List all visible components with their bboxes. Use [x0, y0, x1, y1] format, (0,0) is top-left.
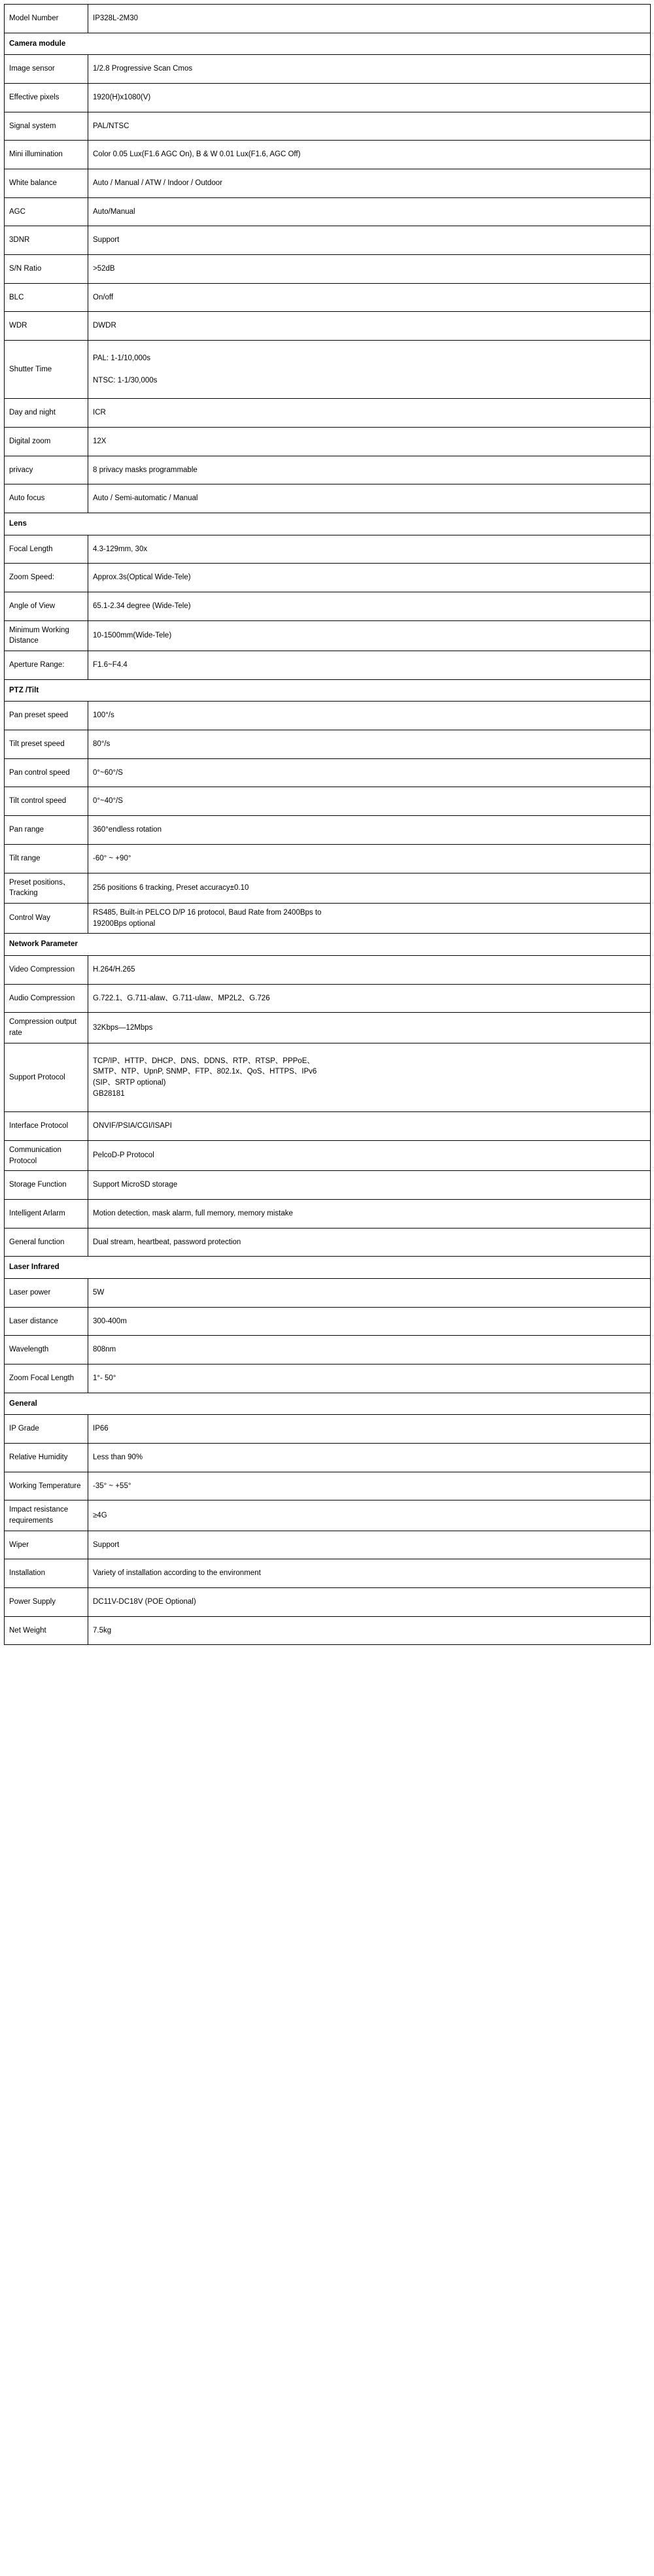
spec-value: 8 privacy masks programmable [88, 456, 651, 484]
spec-label-line: Distance [9, 637, 39, 645]
spec-label: Interface Protocol [5, 1112, 88, 1141]
spec-label: Tilt control speed [5, 787, 88, 816]
spec-label: Tilt range [5, 844, 88, 873]
spec-value: -60° ~ +90° [88, 844, 651, 873]
spec-value: ICR [88, 399, 651, 428]
spec-value: Support [88, 226, 651, 255]
spec-label: Day and night [5, 399, 88, 428]
spec-value-line: (SIP、SRTP optional) [93, 1078, 166, 1087]
spec-label: Pan preset speed [5, 702, 88, 730]
spec-value [88, 903, 651, 933]
spec-row [5, 1013, 651, 1043]
spec-row [5, 592, 651, 621]
spec-row [5, 873, 651, 903]
spec-row [5, 903, 651, 933]
spec-row [5, 312, 651, 341]
spec-label [5, 620, 88, 651]
spec-row [5, 844, 651, 873]
spec-row [5, 341, 651, 399]
spec-value: DC11V-DC18V (POE Optional) [88, 1588, 651, 1617]
section-header-row [5, 1257, 651, 1279]
spec-row [5, 535, 651, 564]
spec-label: Mini illumination [5, 141, 88, 169]
spec-value: 10-1500mm(Wide-Tele) [88, 620, 651, 651]
section-header-label: PTZ /Tilt [5, 679, 651, 702]
spec-label [5, 873, 88, 903]
spec-label: BLC [5, 283, 88, 312]
spec-value: Auto / Semi-automatic / Manual [88, 484, 651, 513]
spec-value: 32Kbps—12Mbps [88, 1013, 651, 1043]
spec-label: Effective pixels [5, 84, 88, 112]
spec-label: Relative Humidity [5, 1443, 88, 1472]
spec-row [5, 428, 651, 456]
spec-label [5, 1500, 88, 1531]
spec-value: 7.5kg [88, 1616, 651, 1645]
spec-label-line: requirements [9, 1516, 54, 1525]
spec-value: Support [88, 1531, 651, 1559]
spec-label-line: Compression output [9, 1018, 77, 1026]
spec-label: Image sensor [5, 55, 88, 84]
spec-row [5, 1531, 651, 1559]
spec-value: Dual stream, heartbeat, password protection [88, 1228, 651, 1257]
section-header-label: Camera module [5, 33, 651, 55]
spec-row [5, 283, 651, 312]
spec-label: Pan control speed [5, 758, 88, 787]
spec-row [5, 399, 651, 428]
spec-label-line: Communication [9, 1145, 61, 1154]
spec-label: Net Weight [5, 1616, 88, 1645]
spec-row [5, 730, 651, 759]
spec-value: 360°endless rotation [88, 816, 651, 845]
section-header-label: Network Parameter [5, 934, 651, 956]
spec-value: 0°~60°/S [88, 758, 651, 787]
spec-row [5, 1278, 651, 1307]
spec-row [5, 1500, 651, 1531]
spec-value: H.264/H.265 [88, 955, 651, 984]
spec-value: 12X [88, 428, 651, 456]
section-header-row [5, 1393, 651, 1415]
spec-label: IP Grade [5, 1415, 88, 1444]
spec-label-line: Protocol [9, 1157, 37, 1165]
spec-row [5, 84, 651, 112]
spec-value: IP66 [88, 1415, 651, 1444]
spec-value [88, 1043, 651, 1112]
spec-label: Focal Length [5, 535, 88, 564]
spec-value: 4.3-129mm, 30x [88, 535, 651, 564]
spec-value: Auto / Manual / ATW / Indoor / Outdoor [88, 169, 651, 198]
spec-value: 0°~40°/S [88, 787, 651, 816]
spec-label: Auto focus [5, 484, 88, 513]
section-header-row [5, 33, 651, 55]
spec-value: PAL/NTSC [88, 112, 651, 141]
spec-row [5, 1112, 651, 1141]
section-header-label: General [5, 1393, 651, 1415]
spec-row [5, 5, 651, 33]
spec-row [5, 484, 651, 513]
spec-row [5, 620, 651, 651]
spec-value: PelcoD-P Protocol [88, 1140, 651, 1170]
spec-value: 808nm [88, 1336, 651, 1364]
spec-label: WDR [5, 312, 88, 341]
spec-value: -35° ~ +55° [88, 1472, 651, 1500]
spec-value-line: NTSC: 1-1/30,000s [93, 376, 158, 384]
spec-value: >52dB [88, 255, 651, 284]
spec-row [5, 1588, 651, 1617]
spec-value: Less than 90% [88, 1443, 651, 1472]
spec-label: Digital zoom [5, 428, 88, 456]
spec-value: Motion detection, mask alarm, full memory, memory mistake [88, 1199, 651, 1228]
spec-value-line: GB28181 [93, 1089, 125, 1098]
spec-value: Color 0.05 Lux(F1.6 AGC On), B & W 0.01 Lux(F1.6, AGC Off) [88, 141, 651, 169]
spec-value: 1/2.8 Progressive Scan Cmos [88, 55, 651, 84]
spec-row [5, 564, 651, 592]
spec-value: Auto/Manual [88, 197, 651, 226]
spec-value: 65.1-2.34 degree (Wide-Tele) [88, 592, 651, 621]
spec-row [5, 702, 651, 730]
spec-row [5, 1364, 651, 1393]
spec-value: Support MicroSD storage [88, 1171, 651, 1200]
spec-label-line: Tracking [9, 889, 38, 898]
spec-value: DWDR [88, 312, 651, 341]
section-header-label: Laser Infrared [5, 1257, 651, 1279]
spec-label-line: rate [9, 1028, 22, 1037]
spec-value-line: PAL: 1-1/10,000s [93, 354, 151, 363]
spec-label [5, 1013, 88, 1043]
spec-row [5, 1199, 651, 1228]
spec-row [5, 197, 651, 226]
spec-label-line: Minimum Working [9, 626, 69, 634]
spec-row [5, 984, 651, 1013]
spec-label: Power Supply [5, 1588, 88, 1617]
spec-label: Working Temperature [5, 1472, 88, 1500]
spec-label: Intelligent Arlarm [5, 1199, 88, 1228]
spec-row [5, 1140, 651, 1170]
section-header-row [5, 513, 651, 535]
spec-value: F1.6~F4.4 [88, 651, 651, 680]
spec-label: Angle of View [5, 592, 88, 621]
spec-row [5, 1336, 651, 1364]
spec-row [5, 816, 651, 845]
spec-label: Laser power [5, 1278, 88, 1307]
spec-label: Support Protocol [5, 1043, 88, 1112]
spec-row [5, 1472, 651, 1500]
spec-label: privacy [5, 456, 88, 484]
spec-label: Wavelength [5, 1336, 88, 1364]
spec-row [5, 141, 651, 169]
spec-row [5, 758, 651, 787]
spec-value: 1920(H)x1080(V) [88, 84, 651, 112]
spec-label: AGC [5, 197, 88, 226]
spec-label: Video Compression [5, 955, 88, 984]
spec-row [5, 651, 651, 680]
spec-value: 1°- 50° [88, 1364, 651, 1393]
spec-row [5, 955, 651, 984]
spec-label: Zoom Speed: [5, 564, 88, 592]
spec-label: Shutter Time [5, 341, 88, 399]
spec-value [88, 341, 651, 399]
spec-row [5, 55, 651, 84]
spec-label: White balance [5, 169, 88, 198]
spec-value-line: RS485, Built-in PELCO D/P 16 protocol, Baud Rate from 2400Bps to [93, 908, 322, 917]
spec-label [5, 1140, 88, 1170]
spec-row [5, 1043, 651, 1112]
spec-value: 100°/s [88, 702, 651, 730]
spec-row [5, 456, 651, 484]
spec-label: Wiper [5, 1531, 88, 1559]
spec-row [5, 1616, 651, 1645]
spec-value: 80°/s [88, 730, 651, 759]
spec-label: Audio Compression [5, 984, 88, 1013]
spec-row [5, 255, 651, 284]
spec-label: Tilt preset speed [5, 730, 88, 759]
spec-value: IP328L-2M30 [88, 5, 651, 33]
spec-value-line: 19200Bps optional [93, 919, 156, 928]
spec-label: Control Way [5, 903, 88, 933]
spec-label: 3DNR [5, 226, 88, 255]
spec-row [5, 226, 651, 255]
spec-value: ≥4G [88, 1500, 651, 1531]
spec-row [5, 1415, 651, 1444]
spec-value: On/off [88, 283, 651, 312]
spec-label: Laser distance [5, 1307, 88, 1336]
spec-row [5, 169, 651, 198]
spec-row [5, 1307, 651, 1336]
spec-row [5, 1228, 651, 1257]
section-header-row [5, 934, 651, 956]
spec-row [5, 1443, 651, 1472]
spec-value: Variety of installation according to the environment [88, 1559, 651, 1588]
spec-label-line: Impact resistance [9, 1506, 69, 1514]
spec-label: Pan range [5, 816, 88, 845]
spec-label: Installation [5, 1559, 88, 1588]
spec-label: General function [5, 1228, 88, 1257]
section-header-row [5, 679, 651, 702]
specification-table [4, 4, 651, 1645]
spec-value: Approx.3s(Optical Wide-Tele) [88, 564, 651, 592]
spec-value: 300-400m [88, 1307, 651, 1336]
spec-row [5, 112, 651, 141]
section-header-label: Lens [5, 513, 651, 535]
spec-value: 256 positions 6 tracking, Preset accuracy±0.10 [88, 873, 651, 903]
spec-value: G.722.1、G.711-alaw、G.711-ulaw、MP2L2、G.726 [88, 984, 651, 1013]
specification-table-body [5, 5, 651, 1645]
spec-label: Zoom Focal Length [5, 1364, 88, 1393]
spec-label: Storage Function [5, 1171, 88, 1200]
spec-value: ONVIF/PSIA/CGI/ISAPI [88, 1112, 651, 1141]
spec-label: Signal system [5, 112, 88, 141]
spec-label-line: Preset positions、 [9, 878, 71, 887]
spec-label: Aperture Range: [5, 651, 88, 680]
spec-value-line: SMTP、NTP、UpnP, SNMP、FTP、802.1x、QoS、HTTPS、IPv6 [93, 1068, 317, 1076]
spec-row [5, 1171, 651, 1200]
spec-label: Model Number [5, 5, 88, 33]
spec-row [5, 1559, 651, 1588]
spec-label: S/N Ratio [5, 255, 88, 284]
spec-value-line: TCP/IP、HTTP、DHCP、DNS、DDNS、RTP、RTSP、PPPoE、 [93, 1057, 315, 1065]
spec-row [5, 787, 651, 816]
spec-value: 5W [88, 1278, 651, 1307]
